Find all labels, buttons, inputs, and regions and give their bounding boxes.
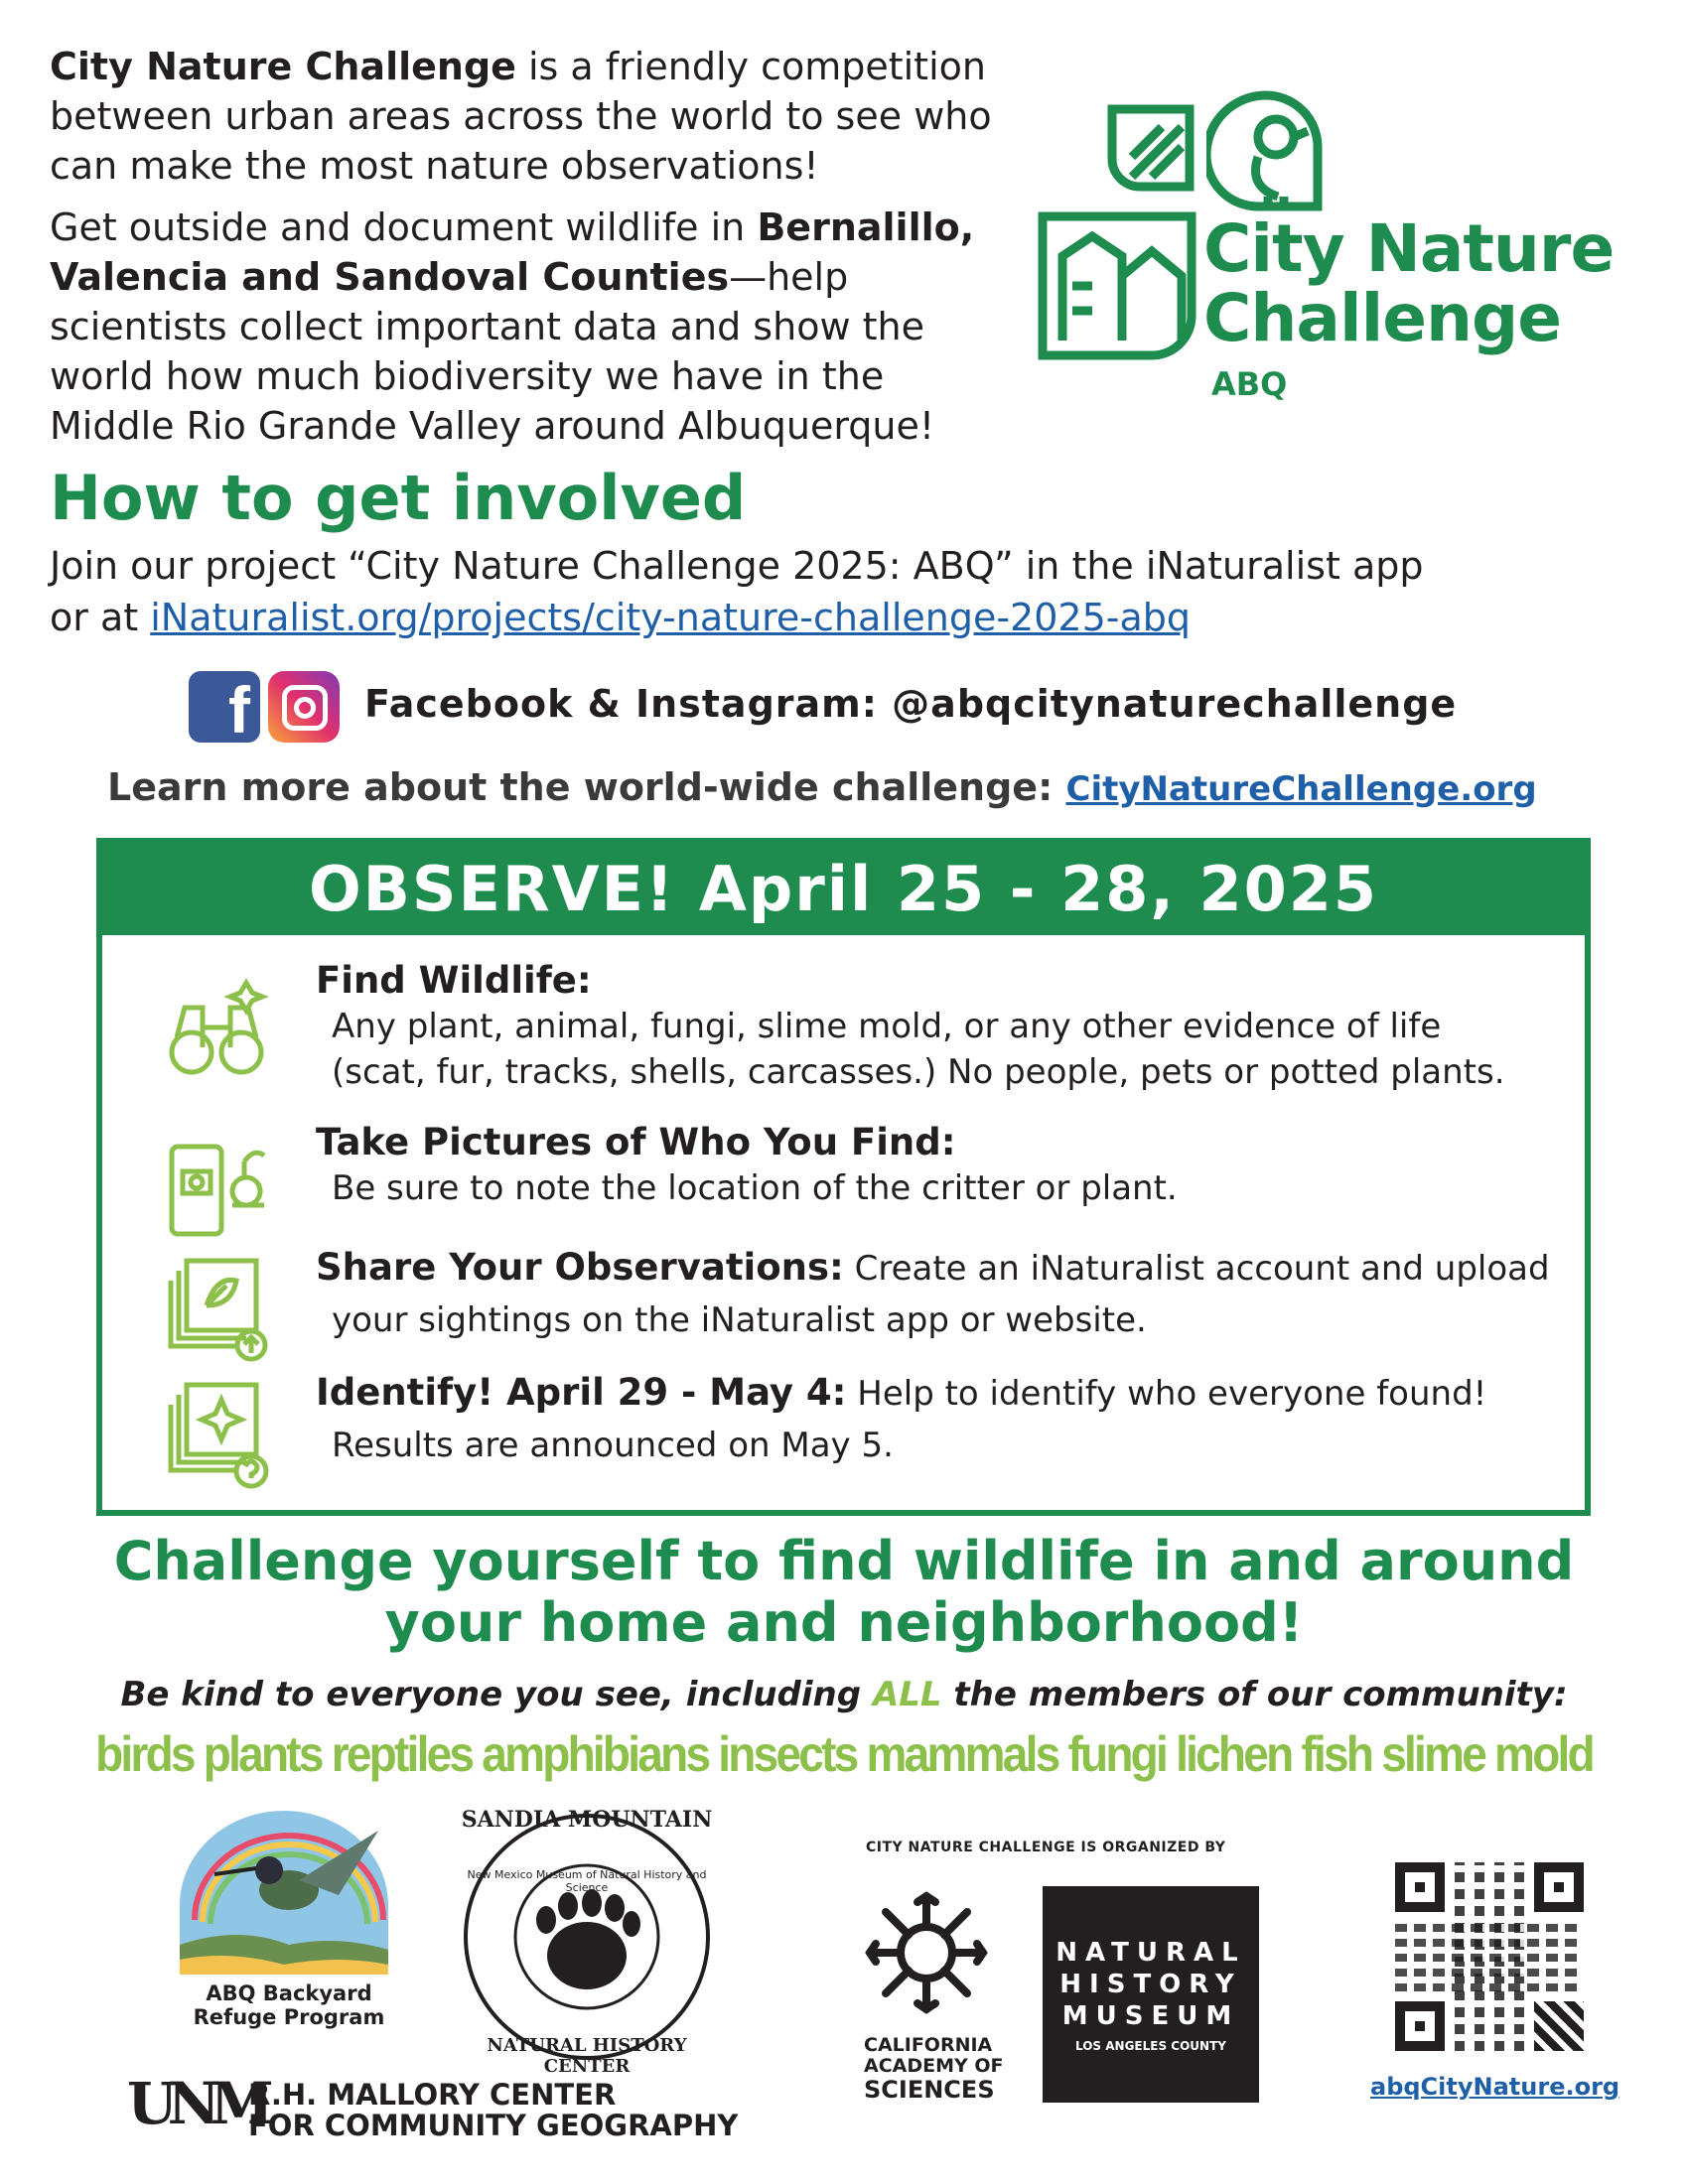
cas-label-2: ACADEMY OF bbox=[864, 2055, 1004, 2077]
intro-text: is a friendly competition between urban areas across the world to see who can make the most nature observations! bbox=[50, 45, 992, 188]
intro-brand: City Nature Challenge bbox=[50, 45, 516, 88]
step-find-wildlife bbox=[316, 958, 1577, 1095]
qr-code[interactable] bbox=[1395, 1862, 1584, 2051]
observe-box bbox=[96, 838, 1591, 1516]
step-title: Take Pictures of Who You Find: bbox=[316, 1121, 956, 1163]
intro-text: Get outside and document wildlife in bbox=[50, 205, 758, 249]
logo-title-line-2: Challenge bbox=[1203, 280, 1561, 356]
mallory-label-2: FOR COMMUNITY GEOGRAPHY bbox=[248, 2109, 739, 2142]
project-link[interactable]: iNaturalist.org/projects/city-nature-challenge-2025-abq bbox=[150, 596, 1192, 639]
step-text: Create an iNaturalist account and upload bbox=[843, 1249, 1550, 1289]
step-text: your sightings on the iNaturalist app or website. bbox=[332, 1300, 1147, 1340]
join-line-2 bbox=[50, 594, 1638, 641]
intro-paragraph-1 bbox=[50, 42, 1003, 191]
step-text: (scat, fur, tracks, shells, carcasses.) No people, pets or potted plants. bbox=[332, 1052, 1505, 1092]
intro-text: —help scientists collect important data and show the world how much biodiversity we have in the Middle Rio Grande Valley around Albuquerque! bbox=[50, 255, 935, 448]
bear-paw-icon bbox=[459, 1809, 715, 2065]
cnc-link[interactable]: CityNatureChallenge.org bbox=[1065, 769, 1537, 809]
identify-photo-icon bbox=[157, 1375, 276, 1494]
camera-phone-icon bbox=[157, 1122, 276, 1241]
social-handles: Facebook & Instagram: @abqcitynaturechallenge bbox=[364, 682, 1458, 726]
step-text: Results are announced on May 5. bbox=[332, 1426, 894, 1465]
organized-by-label: CITY NATURE CHALLENGE IS ORGANIZED BY bbox=[866, 1840, 1226, 1855]
mallory-label-1: R.H. MALLORY CENTER bbox=[248, 2078, 617, 2112]
step-text: Any plant, animal, fungi, slime mold, or any other evidence of life bbox=[332, 1007, 1442, 1046]
observe-heading: OBSERVE! April 25 - 28, 2025 bbox=[102, 844, 1585, 935]
sandia-mountain-logo bbox=[459, 1807, 715, 2077]
california-academy-icon bbox=[862, 1888, 991, 2017]
learn-more-text: Learn more about the world-wide challenge: bbox=[107, 765, 1066, 809]
challenge-line-1: Challenge yourself to find wildlife in and around bbox=[113, 1530, 1575, 1592]
bird-tile-icon bbox=[1206, 87, 1336, 216]
abq-backyard-logo bbox=[175, 1811, 403, 2029]
step-share bbox=[316, 1245, 1577, 1343]
unm-logo-icon: UNM bbox=[127, 2070, 264, 2137]
logo-title-line-1: City Nature bbox=[1203, 210, 1615, 287]
intro-counties: Bernalillo, Valencia and Sandoval Counties bbox=[50, 205, 975, 299]
upload-photo-icon bbox=[157, 1251, 276, 1370]
cas-label-1: CALIFORNIA bbox=[864, 2034, 993, 2056]
natural-history-museum-logo bbox=[1043, 1886, 1259, 2103]
sandia-bottom-text: NATURAL HISTORY CENTER bbox=[487, 2035, 687, 2077]
nhm-label-1: NATURAL bbox=[1055, 1938, 1246, 1968]
hummingbird-icon bbox=[175, 1811, 403, 1979]
step-identify bbox=[316, 1370, 1577, 1468]
organism-list: birds plants reptiles amphibians insects mammals fungi lichen fish slime mold bbox=[95, 1726, 1593, 1782]
cas-label-3: SCIENCES bbox=[864, 2076, 995, 2104]
logo-city: ABQ bbox=[1211, 365, 1288, 403]
nhm-label-4: LOS ANGELES COUNTY bbox=[1075, 2039, 1226, 2053]
step-text: Help to identify who everyone found! bbox=[846, 1374, 1487, 1414]
backyard-label-1: ABQ Backyard bbox=[206, 1981, 372, 2005]
nhm-label-3: MUSEUM bbox=[1061, 2001, 1240, 2031]
binoculars-icon bbox=[157, 968, 276, 1087]
site-link[interactable]: abqCityNature.org bbox=[1370, 2073, 1620, 2101]
be-kind-all: ALL bbox=[872, 1675, 942, 1714]
step-title: Share Your Observations: bbox=[316, 1246, 844, 1289]
join-prefix: or at bbox=[50, 596, 151, 639]
be-kind-text: the members of our community: bbox=[941, 1675, 1568, 1714]
step-text: Be sure to note the location of the critter or plant. bbox=[332, 1168, 1178, 1208]
challenge-line-2: your home and neighborhood! bbox=[384, 1591, 1304, 1654]
be-kind-text: Be kind to everyone you see, including bbox=[120, 1675, 873, 1714]
intro-paragraph-2 bbox=[50, 203, 1003, 451]
sandia-inner-text: New Mexico Museum of Natural History and Science bbox=[467, 1868, 707, 1894]
sandia-top-text: SANDIA MOUNTAIN bbox=[461, 1807, 713, 1833]
step-title: Find Wildlife: bbox=[316, 959, 592, 1002]
facebook-icon[interactable]: f bbox=[189, 671, 260, 743]
backyard-label-2: Refuge Program bbox=[193, 2005, 385, 2029]
instagram-icon[interactable] bbox=[268, 671, 340, 743]
learn-more-line bbox=[107, 760, 1537, 816]
be-kind-line bbox=[0, 1673, 1688, 1716]
step-take-pictures bbox=[316, 1120, 1577, 1211]
join-line-1: Join our project “City Nature Challenge 2025: ABQ” in the iNaturalist app bbox=[50, 544, 1424, 588]
step-title: Identify! April 29 - May 4: bbox=[316, 1371, 847, 1414]
involved-heading: How to get involved bbox=[50, 462, 747, 534]
city-nature-challenge-logo bbox=[1033, 87, 1648, 415]
nhm-label-2: HISTORY bbox=[1059, 1970, 1242, 1999]
